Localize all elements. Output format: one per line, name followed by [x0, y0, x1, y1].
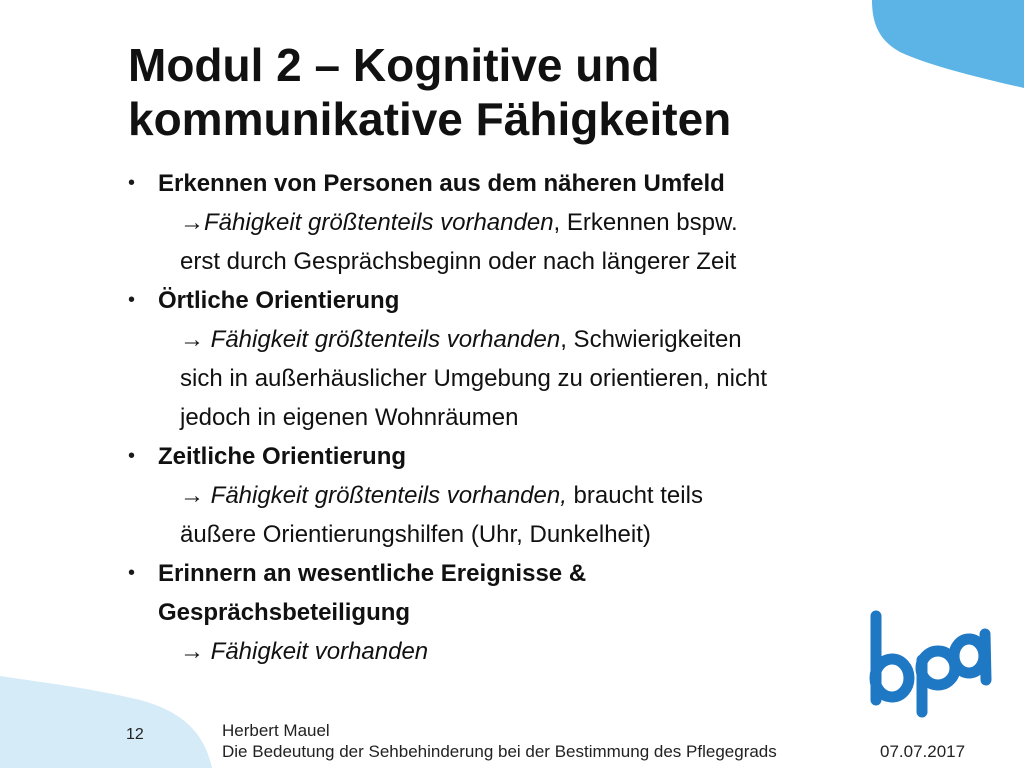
bullet-detail-line: [128, 203, 888, 242]
bullet-heading: Erkennen von Personen aus dem näheren Umfeld: [158, 170, 725, 197]
bullet-heading: Örtliche Orientierung: [158, 287, 400, 314]
slide-title: [128, 38, 928, 146]
title-line-1: Modul 2 – Kognitive und: [128, 39, 660, 91]
bullet-detail-line: äußere Orientierungshilfen (Uhr, Dunkelheit): [180, 521, 651, 548]
bullet-detail-line: [128, 476, 888, 515]
bullet-dot: •: [128, 289, 136, 311]
arrow-icon: →: [180, 482, 211, 509]
bullet-heading-continued: Gesprächsbeteiligung: [158, 599, 411, 626]
bullet-detail-line: [128, 632, 888, 671]
bullet-heading: Erinnern an wesentliche Ereignisse &: [158, 560, 587, 587]
footer-subtitle: Die Bedeutung der Sehbehinderung bei der Bestimmung des Pflegegrads: [222, 742, 777, 761]
page-number: 12: [126, 726, 144, 743]
arrow-icon: →: [180, 326, 211, 353]
bullet-detail-line: [128, 320, 888, 359]
bullet-detail-line: erst durch Gesprächsbeginn oder nach längerer Zeit: [180, 248, 737, 275]
arrow-icon: →: [180, 209, 204, 236]
arrow-icon: →: [180, 638, 211, 665]
bullet-heading: Zeitliche Orientierung: [158, 443, 407, 470]
detail-emphasis: Fähigkeit größtenteils vorhanden: [204, 209, 554, 236]
bullet-list: [128, 164, 888, 671]
detail-text: , Erkennen bspw.: [553, 209, 738, 236]
detail-text: , Schwierigkeiten: [560, 326, 742, 353]
detail-emphasis: Fähigkeit vorhanden: [210, 638, 429, 665]
bullet-dot: •: [128, 562, 136, 584]
footer-date: 07.07.2017: [880, 742, 966, 761]
bullet-item: [128, 281, 888, 437]
detail-text: braucht teils: [566, 482, 703, 509]
detail-emphasis: Fähigkeit größtenteils vorhanden,: [210, 482, 567, 509]
title-line-2: kommunikative Fähigkeiten: [128, 93, 732, 145]
footer-author: Herbert Mauel: [222, 721, 330, 740]
bullet-item: [128, 554, 888, 671]
bullet-detail-line: jedoch in eigenen Wohnräumen: [180, 404, 519, 431]
bullet-item: [128, 437, 888, 554]
detail-emphasis: Fähigkeit größtenteils vorhanden: [210, 326, 561, 353]
bullet-dot: •: [128, 445, 136, 467]
bullet-item: [128, 164, 888, 281]
bullet-dot: •: [128, 172, 136, 194]
bullet-detail-line: sich in außerhäuslicher Umgebung zu orientieren, nicht: [180, 365, 767, 392]
bpa-logo: [858, 608, 998, 718]
